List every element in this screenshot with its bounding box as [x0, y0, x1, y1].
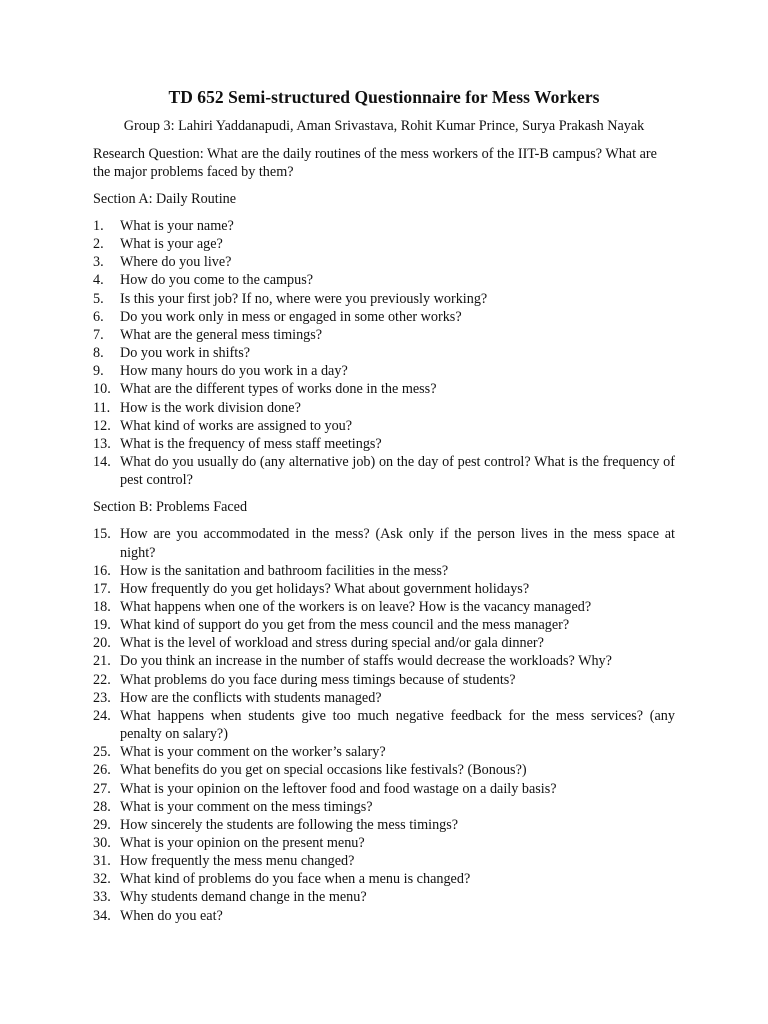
question-item	[93, 598, 675, 616]
question-item	[93, 253, 675, 271]
question-number: 12.	[93, 417, 111, 434]
question-item	[93, 761, 675, 779]
question-text: What are the general mess timings?	[120, 326, 323, 343]
question-number: 22.	[93, 671, 111, 688]
question-item	[93, 362, 675, 380]
question-number: 24.	[93, 707, 111, 724]
question-text: What problems do you face during mess timings because of students?	[120, 671, 516, 688]
question-item	[93, 616, 675, 634]
question-text: What is your comment on the mess timings?	[120, 798, 373, 815]
question-number: 5.	[93, 290, 104, 307]
question-number: 2.	[93, 236, 104, 253]
question-item	[93, 707, 675, 743]
question-item	[93, 580, 675, 598]
question-text: What is your comment on the worker’s salary?	[120, 744, 386, 761]
question-text: How is the sanitation and bathroom facilities in the mess?	[120, 562, 449, 579]
question-text: Do you think an increase in the number of staffs would decrease the workloads? Why?	[120, 653, 612, 670]
question-number: 10.	[93, 381, 111, 398]
question-item	[93, 308, 675, 326]
question-item	[93, 399, 675, 417]
question-text: How is the work division done?	[120, 399, 301, 416]
question-number: 31.	[93, 853, 111, 870]
question-text: What do you usually do (any alternative job) on the day of pest control? What is the frequency of pest control?	[120, 454, 675, 489]
question-number: 8.	[93, 345, 104, 362]
question-number: 30.	[93, 835, 111, 851]
question-number: 21.	[93, 653, 111, 670]
question-text: What kind of support do you get from the mess council and the mess manager?	[120, 617, 570, 634]
question-text: What are the different types of works done in the mess?	[120, 381, 437, 398]
question-text: What is your age?	[120, 236, 223, 253]
question-number: 25.	[93, 744, 111, 761]
question-item	[93, 290, 675, 308]
question-item	[93, 689, 675, 707]
question-item	[93, 525, 675, 561]
question-number: 14.	[93, 454, 111, 471]
question-number: 4.	[93, 272, 104, 289]
question-text: How many hours do you work in a day?	[120, 363, 348, 380]
document-page	[93, 86, 675, 925]
question-item	[93, 235, 675, 253]
question-item	[93, 852, 675, 870]
section-b-heading: Section B: Problems Faced	[93, 499, 248, 516]
question-number: 9.	[93, 363, 104, 380]
question-number: 28.	[93, 798, 111, 815]
question-number: 26.	[93, 762, 111, 779]
document-title: TD 652 Semi-structured Questionnaire for Mess Workers	[168, 87, 600, 107]
question-item	[93, 652, 675, 670]
question-number: 17.	[93, 580, 111, 597]
question-text: Why students demand change in the menu?	[120, 889, 367, 906]
question-item	[93, 380, 675, 398]
question-text: Where do you live?	[120, 254, 232, 271]
question-item	[93, 870, 675, 888]
question-number: 13.	[93, 435, 111, 452]
question-text: What happens when one of the workers is on leave? How is the vacancy managed?	[120, 598, 592, 615]
question-number: 16.	[93, 562, 111, 579]
question-item	[93, 271, 675, 289]
question-number: 34.	[93, 907, 111, 924]
section-a-heading: Section A: Daily Routine	[93, 191, 237, 207]
question-text: What kind of problems do you face when a menu is changed?	[120, 871, 471, 888]
question-number: 19.	[93, 617, 111, 634]
question-item	[93, 634, 675, 652]
question-text: What is your opinion on the leftover food and food wastage on a daily basis?	[120, 780, 557, 797]
question-text: How frequently do you get holidays? What about government holidays?	[120, 580, 530, 597]
question-text: What benefits do you get on special occasions like festivals? (Bonous?)	[120, 762, 527, 779]
question-item	[93, 326, 675, 344]
question-text: How frequently the mess menu changed?	[120, 853, 355, 870]
question-item	[93, 344, 675, 362]
question-item	[93, 743, 675, 761]
question-text: How are you accommodated in the mess? (Ask only if the person lives in the mess space at night?	[120, 526, 675, 561]
question-item	[93, 907, 675, 925]
question-item	[93, 798, 675, 816]
research-question: Research Question: What are the daily routines of the mess workers of the IIT-B campus? What are the major problems faced by them?	[93, 146, 657, 180]
question-number: 6.	[93, 308, 104, 325]
question-number: 32.	[93, 871, 111, 888]
question-text: What is your opinion on the present menu?	[120, 835, 365, 851]
question-number: 23.	[93, 689, 111, 706]
section-b-questions	[93, 525, 675, 924]
question-number: 27.	[93, 780, 111, 797]
question-number: 3.	[93, 254, 104, 271]
question-item	[93, 834, 675, 852]
question-item	[93, 217, 675, 235]
question-number: 7.	[93, 326, 104, 343]
question-text: How do you come to the campus?	[120, 272, 314, 289]
question-text: How are the conflicts with students managed?	[120, 689, 382, 706]
question-text: What is the frequency of mess staff meetings?	[120, 435, 382, 452]
question-text: Is this your first job? If no, where were you previously working?	[120, 290, 488, 307]
question-text: What is the level of workload and stress during special and/or gala dinner?	[120, 635, 544, 652]
question-item	[93, 417, 675, 435]
question-text: What kind of works are assigned to you?	[120, 417, 353, 434]
question-item	[93, 816, 675, 834]
question-number: 33.	[93, 889, 111, 906]
question-item	[93, 435, 675, 453]
question-item	[93, 453, 675, 489]
question-text: What is your name?	[120, 218, 234, 234]
question-number: 1.	[93, 218, 104, 234]
question-text: How sincerely the students are following the mess timings?	[120, 816, 459, 833]
question-number: 11.	[93, 399, 111, 416]
question-item	[93, 671, 675, 689]
question-item	[93, 780, 675, 798]
question-item	[93, 888, 675, 906]
question-text: Do you work only in mess or engaged in some other works?	[120, 308, 462, 325]
question-text: What happens when students give too much negative feedback for the mess services? (any penalty on salary?)	[120, 707, 675, 743]
group-authors: Group 3: Lahiri Yaddanapudi, Aman Srivastava, Rohit Kumar Prince, Surya Prakash Nayak	[123, 118, 645, 134]
question-item	[93, 562, 675, 580]
question-number: 18.	[93, 598, 111, 615]
question-text: Do you work in shifts?	[120, 345, 251, 362]
question-number: 15.	[93, 526, 111, 543]
question-number: 20.	[93, 635, 111, 652]
section-a-questions	[93, 217, 675, 489]
question-number: 29.	[93, 816, 111, 833]
question-text: When do you eat?	[120, 907, 223, 924]
